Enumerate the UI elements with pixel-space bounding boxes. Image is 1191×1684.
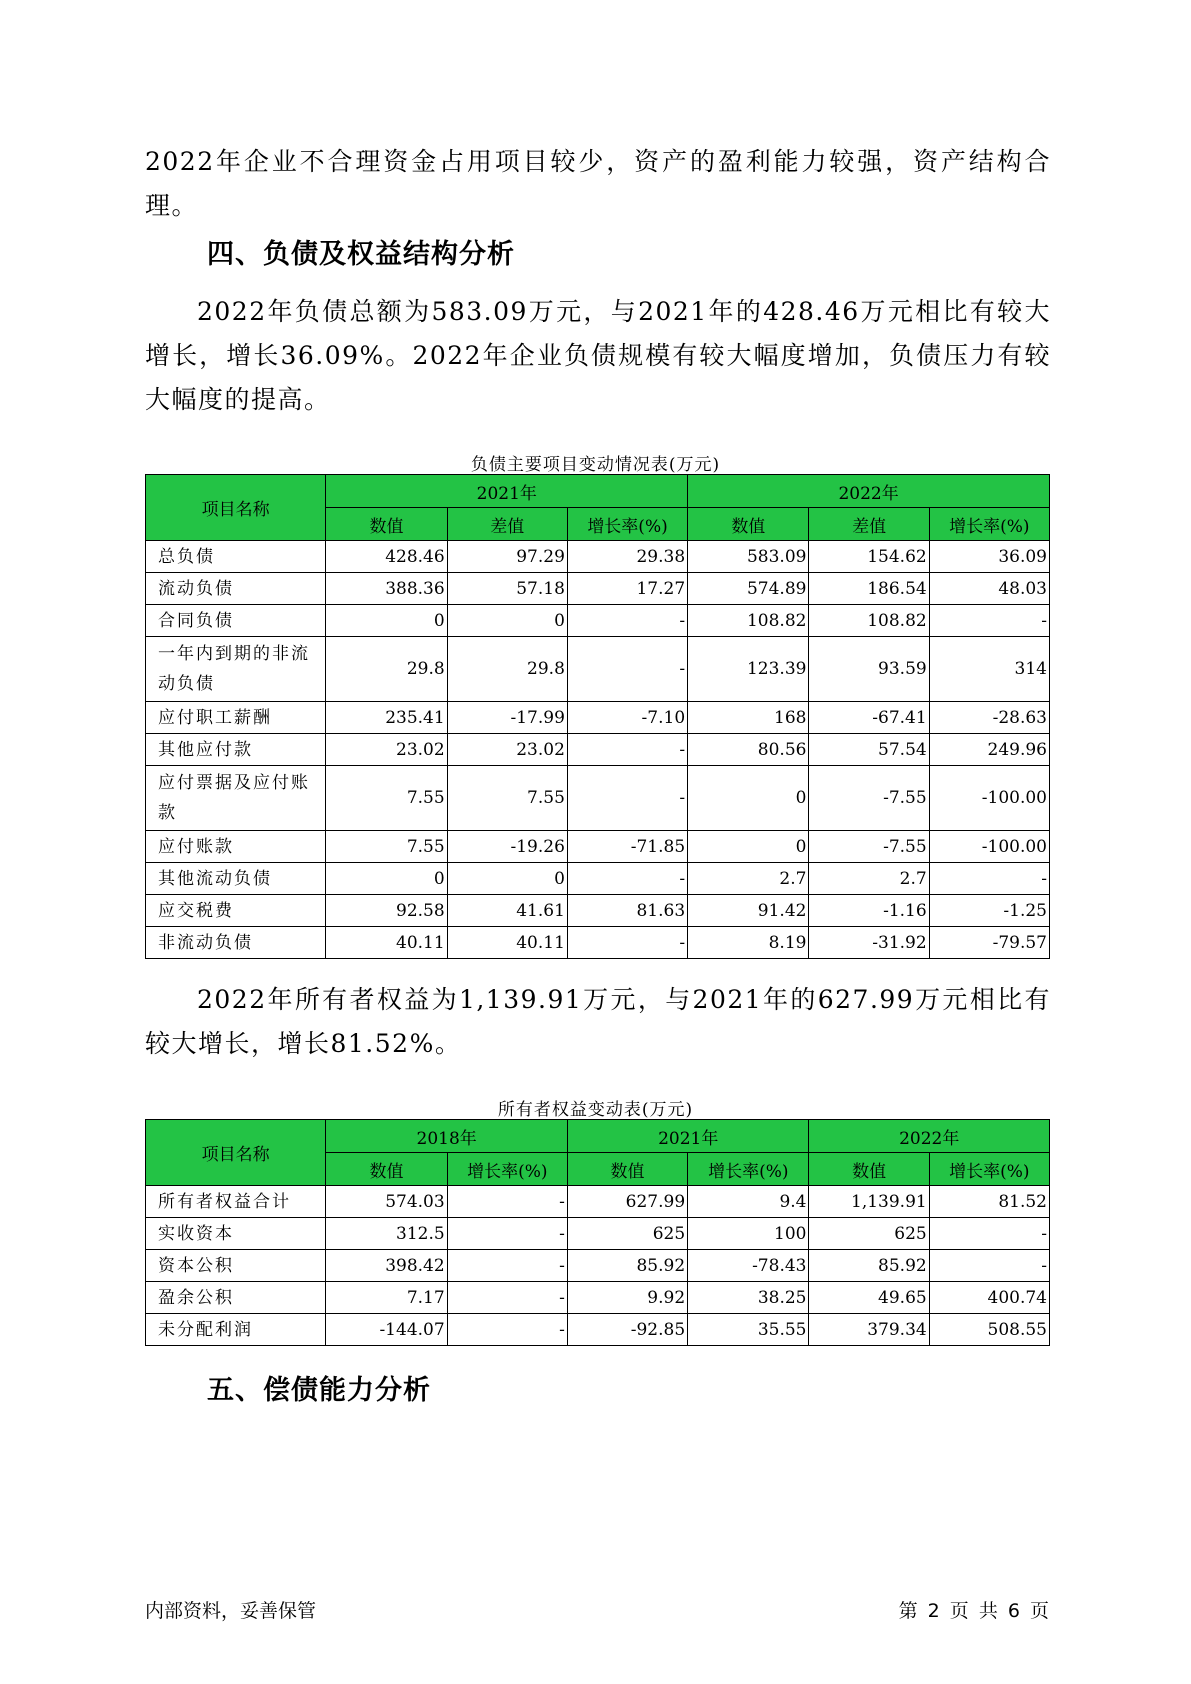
table-cell: 9.4 xyxy=(688,1186,809,1218)
table-row xyxy=(146,766,1050,831)
table-header-year: 2018年 xyxy=(326,1120,568,1153)
table-cell: 81.52 xyxy=(929,1186,1049,1218)
table-cell: 314 xyxy=(929,637,1049,702)
table-cell: 29.8 xyxy=(326,637,447,702)
table-cell: -1.25 xyxy=(929,895,1049,927)
table-cell: 23.02 xyxy=(447,734,567,766)
table-cell: 80.56 xyxy=(688,734,809,766)
table-header-year: 2022年 xyxy=(688,475,1050,508)
table-cell: - xyxy=(567,605,687,637)
table-cell: 38.25 xyxy=(688,1282,809,1314)
table-cell: 428.46 xyxy=(326,541,447,573)
table-header-year: 2022年 xyxy=(809,1120,1050,1153)
table-cell: 398.42 xyxy=(326,1250,447,1282)
table-row xyxy=(146,1250,1050,1282)
table-header-sub: 增长率(%) xyxy=(929,508,1049,541)
table-header-sub: 增长率(%) xyxy=(567,508,687,541)
table-cell: - xyxy=(447,1282,567,1314)
table-cell: -67.41 xyxy=(809,702,929,734)
table-cell: - xyxy=(567,734,687,766)
table-row xyxy=(146,895,1050,927)
table-header-year: 2021年 xyxy=(326,475,688,508)
liability-table-caption: 负债主要项目变动情况表(万元) xyxy=(470,455,721,475)
table-cell: 2.7 xyxy=(688,863,809,895)
table-cell: 40.11 xyxy=(326,927,447,959)
intro-paragraph: 2022年企业不合理资金占用项目较少，资产的盈利能力较强，资产结构合理。 xyxy=(145,147,1051,220)
table-row xyxy=(146,573,1050,605)
table-cell: - xyxy=(567,766,687,831)
row-item-name: 应付票据及应付账款 xyxy=(146,766,326,831)
table-cell: - xyxy=(567,863,687,895)
table-header-year: 2021年 xyxy=(567,1120,809,1153)
row-item-name: 所有者权益合计 xyxy=(146,1186,326,1218)
table-cell: 400.74 xyxy=(929,1282,1049,1314)
table-header-sub: 数值 xyxy=(326,508,447,541)
table-cell: -17.99 xyxy=(447,702,567,734)
table-cell: 29.38 xyxy=(567,541,687,573)
table-cell: -78.43 xyxy=(688,1250,809,1282)
table-header-sub: 差值 xyxy=(809,508,929,541)
table-cell: 48.03 xyxy=(929,573,1049,605)
table-header-item-name: 项目名称 xyxy=(146,475,326,541)
table-cell: 40.11 xyxy=(447,927,567,959)
table-cell: 23.02 xyxy=(326,734,447,766)
table-header-sub: 数值 xyxy=(567,1153,687,1186)
table-cell: - xyxy=(447,1250,567,1282)
table-cell: - xyxy=(447,1314,567,1346)
table-cell: 93.59 xyxy=(809,637,929,702)
table-cell: -100.00 xyxy=(929,831,1049,863)
row-item-name: 合同负债 xyxy=(146,605,326,637)
table-cell: - xyxy=(447,1186,567,1218)
table-cell: - xyxy=(567,927,687,959)
table-cell: 41.61 xyxy=(447,895,567,927)
table-cell: -79.57 xyxy=(929,927,1049,959)
table-cell: -7.10 xyxy=(567,702,687,734)
table-cell: 625 xyxy=(809,1218,929,1250)
row-item-name: 一年内到期的非流动负债 xyxy=(146,637,326,702)
table-cell: -71.85 xyxy=(567,831,687,863)
table-cell: 100 xyxy=(688,1218,809,1250)
section-5-heading: 五、偿债能力分析 xyxy=(207,1375,431,1406)
table-cell: 388.36 xyxy=(326,573,447,605)
table-cell: 85.92 xyxy=(567,1250,687,1282)
table-row xyxy=(146,702,1050,734)
table-row xyxy=(146,1282,1050,1314)
table-cell: 186.54 xyxy=(809,573,929,605)
table-cell: 312.5 xyxy=(326,1218,447,1250)
table-cell: 574.03 xyxy=(326,1186,447,1218)
row-item-name: 流动负债 xyxy=(146,573,326,605)
table-cell: 0 xyxy=(447,863,567,895)
footer-page-number: 第 2 页 共 6 页 xyxy=(898,1600,1049,1622)
row-item-name: 其他应付款 xyxy=(146,734,326,766)
table-row xyxy=(146,927,1050,959)
table-row xyxy=(146,863,1050,895)
table-cell: 35.55 xyxy=(688,1314,809,1346)
table-row xyxy=(146,831,1050,863)
row-item-name: 应付职工薪酬 xyxy=(146,702,326,734)
table-cell: -19.26 xyxy=(447,831,567,863)
row-item-name: 未分配利润 xyxy=(146,1314,326,1346)
table-cell: -100.00 xyxy=(929,766,1049,831)
table-cell: 0 xyxy=(326,605,447,637)
row-item-name: 实收资本 xyxy=(146,1218,326,1250)
table-row xyxy=(146,541,1050,573)
table-header-sub: 增长率(%) xyxy=(929,1153,1049,1186)
table-cell: - xyxy=(567,637,687,702)
liability-table xyxy=(145,474,1050,959)
table-cell: 92.58 xyxy=(326,895,447,927)
equity-table xyxy=(145,1119,1050,1346)
table-row xyxy=(146,605,1050,637)
table-cell: 57.54 xyxy=(809,734,929,766)
table-cell: 81.63 xyxy=(567,895,687,927)
table-cell: 0 xyxy=(447,605,567,637)
table-cell: 0 xyxy=(688,766,809,831)
table-cell: 508.55 xyxy=(929,1314,1049,1346)
table-cell: -92.85 xyxy=(567,1314,687,1346)
table-cell: 7.55 xyxy=(326,766,447,831)
footer-confidential-note: 内部资料，妥善保管 xyxy=(145,1600,317,1622)
row-item-name: 其他流动负债 xyxy=(146,863,326,895)
table-cell: 97.29 xyxy=(447,541,567,573)
section-4-heading: 四、负债及权益结构分析 xyxy=(207,239,515,270)
table-header-sub: 增长率(%) xyxy=(688,1153,809,1186)
table-row xyxy=(146,1218,1050,1250)
table-cell: 625 xyxy=(567,1218,687,1250)
table-cell: - xyxy=(929,1250,1049,1282)
table-row xyxy=(146,1186,1050,1218)
table-cell: 123.39 xyxy=(688,637,809,702)
table-header-sub: 差值 xyxy=(447,508,567,541)
row-item-name: 应付账款 xyxy=(146,831,326,863)
table-cell: -1.16 xyxy=(809,895,929,927)
table-cell: 574.89 xyxy=(688,573,809,605)
table-row xyxy=(146,637,1050,702)
table-row xyxy=(146,734,1050,766)
row-item-name: 盈余公积 xyxy=(146,1282,326,1314)
table-cell: 379.34 xyxy=(809,1314,929,1346)
table-row xyxy=(146,1314,1050,1346)
table-header-sub: 数值 xyxy=(326,1153,447,1186)
row-item-name: 总负债 xyxy=(146,541,326,573)
table-header-sub: 增长率(%) xyxy=(447,1153,567,1186)
row-item-name: 应交税费 xyxy=(146,895,326,927)
table-cell: 7.55 xyxy=(447,766,567,831)
row-item-name: 资本公积 xyxy=(146,1250,326,1282)
table-cell: 0 xyxy=(326,863,447,895)
table-cell: - xyxy=(929,1218,1049,1250)
table-header-sub: 数值 xyxy=(688,508,809,541)
table-cell: 8.19 xyxy=(688,927,809,959)
table-cell: 1,139.91 xyxy=(809,1186,929,1218)
table-cell: -28.63 xyxy=(929,702,1049,734)
table-cell: 627.99 xyxy=(567,1186,687,1218)
table-cell: 2.7 xyxy=(809,863,929,895)
table-cell: 583.09 xyxy=(688,541,809,573)
table-cell: -7.55 xyxy=(809,831,929,863)
table-cell: 7.55 xyxy=(326,831,447,863)
table-cell: 49.65 xyxy=(809,1282,929,1314)
table-header-sub: 数值 xyxy=(809,1153,929,1186)
table-cell: 0 xyxy=(688,831,809,863)
equity-table-caption: 所有者权益变动表(万元) xyxy=(497,1100,694,1120)
table-cell: -31.92 xyxy=(809,927,929,959)
section-4-paragraph: 2022年负债总额为583.09万元，与2021年的428.46万元相比有较大增长，增长36.09%。2022年企业负债规模有较大幅度增加，负债压力有较大幅度的提高。 xyxy=(145,297,1051,414)
table-cell: 17.27 xyxy=(567,573,687,605)
table-cell: 108.82 xyxy=(809,605,929,637)
table-cell: 91.42 xyxy=(688,895,809,927)
row-item-name: 非流动负债 xyxy=(146,927,326,959)
table-cell: 85.92 xyxy=(809,1250,929,1282)
table-cell: -7.55 xyxy=(809,766,929,831)
equity-paragraph: 2022年所有者权益为1,139.91万元，与2021年的627.99万元相比有较大增长，增长81.52%。 xyxy=(145,985,1051,1058)
table-cell: 108.82 xyxy=(688,605,809,637)
table-cell: 7.17 xyxy=(326,1282,447,1314)
table-cell: 29.8 xyxy=(447,637,567,702)
table-cell: -144.07 xyxy=(326,1314,447,1346)
table-cell: 235.41 xyxy=(326,702,447,734)
table-cell: 36.09 xyxy=(929,541,1049,573)
table-cell: 57.18 xyxy=(447,573,567,605)
table-cell: 168 xyxy=(688,702,809,734)
table-cell: - xyxy=(929,605,1049,637)
table-cell: 9.92 xyxy=(567,1282,687,1314)
table-header-item-name: 项目名称 xyxy=(146,1120,326,1186)
table-cell: - xyxy=(447,1218,567,1250)
table-cell: 154.62 xyxy=(809,541,929,573)
table-cell: 249.96 xyxy=(929,734,1049,766)
table-cell: - xyxy=(929,863,1049,895)
